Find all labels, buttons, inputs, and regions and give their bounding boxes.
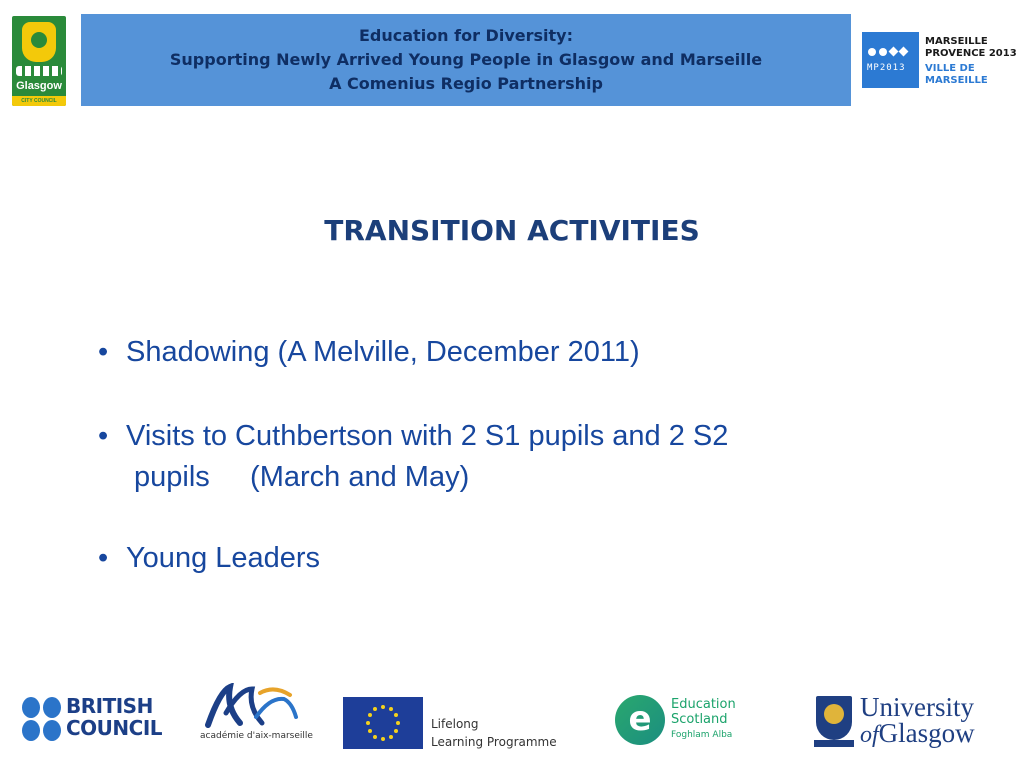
banner-title-line-3: A Comenius Regio Partnership <box>329 74 603 93</box>
mp-logo-line-4: MARSEILLE <box>925 75 988 86</box>
mp-logo-line-1: MARSEILLE <box>925 36 988 47</box>
bullet-text-continuation: pupils (March and May) <box>134 461 470 493</box>
lifelong-line-1: Lifelong <box>431 717 479 731</box>
banner-title-line-1: Education for Diversity: <box>359 26 573 45</box>
university-of: of <box>860 722 879 748</box>
bullet-item <box>98 332 640 373</box>
eu-flag-icon <box>343 697 423 749</box>
bullet-marker: • <box>98 542 109 574</box>
british-council-line-1: BRITISH <box>66 694 153 718</box>
title-banner <box>81 14 851 106</box>
slide-heading: TRANSITION ACTIVITIES <box>324 214 700 247</box>
education-scotland-line-1: Education <box>671 697 736 712</box>
aix-marseille-mark-icon <box>200 683 310 731</box>
mp-logo-line-3: VILLE DE <box>925 63 975 74</box>
bullet-text: Visits to Cuthbertson with 2 S1 pupils and 2 S2 <box>126 420 729 452</box>
british-council-logo <box>22 695 162 743</box>
bullet-marker: • <box>98 336 109 368</box>
aix-marseille-caption: académie d'aix-marseille <box>200 731 313 741</box>
academie-aix-marseille-logo <box>200 683 313 745</box>
university-of-glasgow-logo <box>816 694 996 750</box>
university-ribbon-icon <box>814 740 854 747</box>
mp-logo-line-2: PROVENCE 2013 <box>925 48 1017 59</box>
education-scotland-line-2: Scotland <box>671 712 728 727</box>
glasgow-logo-name: Glasgow <box>16 80 62 92</box>
glasgow-city-council-logo <box>12 16 66 106</box>
lifelong-learning-programme-logo <box>343 697 557 749</box>
bullet-marker: • <box>98 420 109 452</box>
glasgow-crest-icon <box>22 22 56 62</box>
university-line-1: University <box>860 692 974 722</box>
marseille-provence-2013-logo <box>862 32 1018 88</box>
bullet-item <box>98 538 320 579</box>
banner-title-line-2: Supporting Newly Arrived Young People in Glasgow and Marseille <box>169 50 763 69</box>
lifelong-line-2: Learning Programme <box>431 735 557 749</box>
glasgow-logo-sub: CITY COUNCIL <box>12 96 66 106</box>
mp2013-mark-text: MP2013 <box>867 63 906 73</box>
bullet-text: Young Leaders <box>126 542 321 574</box>
university-shield-icon <box>816 696 852 740</box>
british-council-circles-icon <box>22 697 62 741</box>
education-scotland-mark-icon: e <box>615 695 665 745</box>
bullet-text: Shadowing (A Melville, December 2011) <box>126 336 640 368</box>
mp2013-mark-icon <box>862 32 919 88</box>
british-council-line-2: COUNCIL <box>66 716 163 740</box>
education-scotland-line-3: Foghlam Alba <box>671 730 733 740</box>
bullet-item <box>98 416 728 498</box>
wave-pattern-icon <box>16 66 62 76</box>
education-scotland-logo <box>615 695 750 747</box>
university-glasgow: Glasgow <box>878 718 975 748</box>
